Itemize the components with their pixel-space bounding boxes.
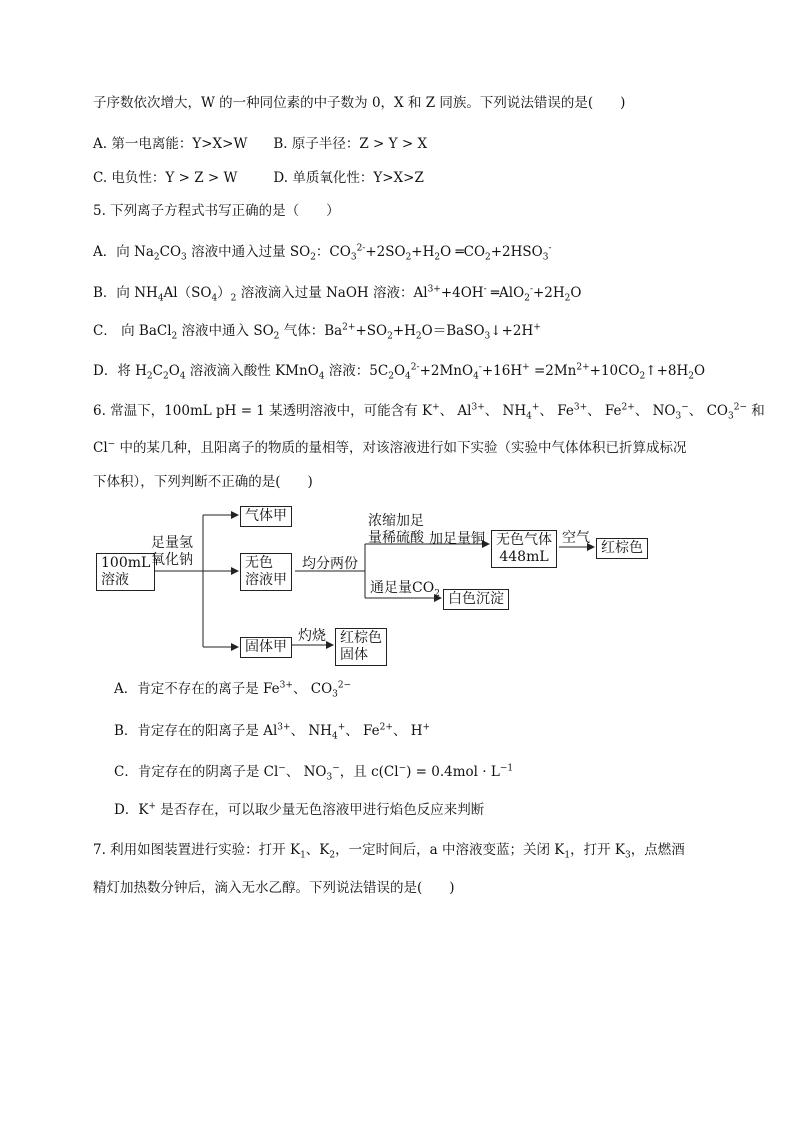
- flow-solid-a: 固体甲: [240, 637, 292, 658]
- question-6-stem-line3: 下体积），下列判断不正确的是( ): [93, 474, 313, 490]
- question-5-option-d[interactable]: D．将 $H_2C_2O_4$ 溶液滴入酸性 KMnO$_4$ 溶液：$5C_2O_4^{2-}+2MnO_4^-+16H^+$ $=2Mn^{2+}+10CO_2↑+8H_2O$: [93, 362, 706, 382]
- option-c[interactable]: C. 电负性：Y > Z > W: [93, 170, 238, 186]
- flow-label-acid: 浓缩加足 量稀硫酸: [368, 513, 424, 546]
- flow-label-copper: 加足量铜: [429, 531, 485, 547]
- question-6-option-b[interactable]: B．肯定存在的阳离子是 $Al^{3+}$、 $NH_4^+$、 $Fe^{2+}$、 H+: [114, 722, 431, 742]
- flow-label-co2: 通足量$CO_2$: [370, 580, 440, 599]
- option-a[interactable]: A. 第一电离能：Y>X>W: [93, 136, 248, 152]
- question-7-stem-line1: 7. 利用如图装置进行实验：打开 $K_1$、$K_2$，一定时间后，a 中溶液变蓝；关闭 $K_1$，打开 $K_3$，点燃酒: [93, 842, 685, 861]
- option-d[interactable]: D. 单质氧化性：Y>X>Z: [273, 170, 424, 186]
- question-7-stem-line2: 精灯加热数分钟后，滴入无水乙醇。下列说法错误的是( ): [93, 880, 455, 896]
- flow-label-naoh: 足量氢 氧化钠: [151, 535, 193, 568]
- flow-label-split: 均分两份: [302, 556, 358, 572]
- flow-label-burn: 灼烧: [298, 628, 326, 644]
- flow-white-precipitate: 白色沉淀: [443, 589, 509, 610]
- question-6-option-d[interactable]: D．K+ 是否存在，可以取少量无色溶液甲进行焰色反应来判断: [114, 801, 485, 818]
- question-6-stem-line1: 6. 常温下，100mL pH = 1 某透明溶液中，可能含有 K+、 $Al^{3+}$、 $NH_4^+$、 $Fe^{3+}$、 $Fe^{2+}$、 $NO_3^-$、 $CO_3^{2-}$ 和: [93, 402, 765, 422]
- flow-start-solution: 100mL 溶液: [96, 553, 155, 591]
- question-6-stem-line2: Cl− 中的某几种，且阳离子的物质的量相等，对该溶液进行如下实验（实验中气体体积已折算成标况: [93, 439, 687, 456]
- question-6-option-c[interactable]: C．肯定存在的阴离子是 Cl−、 $NO_3^-$，且 $c(Cl^-) = 0.4mol \cdot L^{-1}$: [114, 763, 514, 783]
- flow-label-air: 空气: [562, 530, 590, 546]
- flow-reddish-brown: 红棕色: [596, 538, 648, 559]
- question-5-option-a[interactable]: A．向 $Na_2CO_3$ 溶液中通入过量 $SO_2$：$CO_3^{2-}+2SO_2+H_2O$ $═CO_2+2HSO_3^-$: [93, 243, 552, 263]
- question-6-option-a[interactable]: A．肯定不存在的离子是 $Fe^{3+}$、 $CO_3^{2-}$: [114, 680, 352, 700]
- flow-gas-a: 气体甲: [240, 506, 292, 527]
- question-5-option-c[interactable]: C． 向 BaCl$_2$ 溶液中通入 $SO_2$ 气体：$Ba^{2+}+SO_2+H_2O=BaSO_3↓+2H^+$: [93, 322, 541, 342]
- question-5-stem: 5. 下列离子方程式书写正确的是（ ）: [93, 203, 340, 219]
- question-5-option-b[interactable]: B．向 $NH_4Al(SO_4)_2$ 溶液滴入过量 NaOH 溶液：$Al^{3+}+4OH^-$ $═AlO_2^-+2H_2O$: [93, 284, 582, 304]
- option-b[interactable]: B. 原子半径：Z > Y > X: [273, 136, 428, 152]
- question-4-stem-tail: 子序数依次增大，W 的一种同位素的中子数为 0，X 和 Z 同族。下列说法错误的是( ): [93, 95, 626, 111]
- flow-colorless-solution-a: 无色 溶液甲: [240, 553, 292, 591]
- flow-colorless-gas: 无色气体 448mL: [491, 530, 557, 568]
- flow-red-solid: 红棕色 固体: [335, 628, 387, 666]
